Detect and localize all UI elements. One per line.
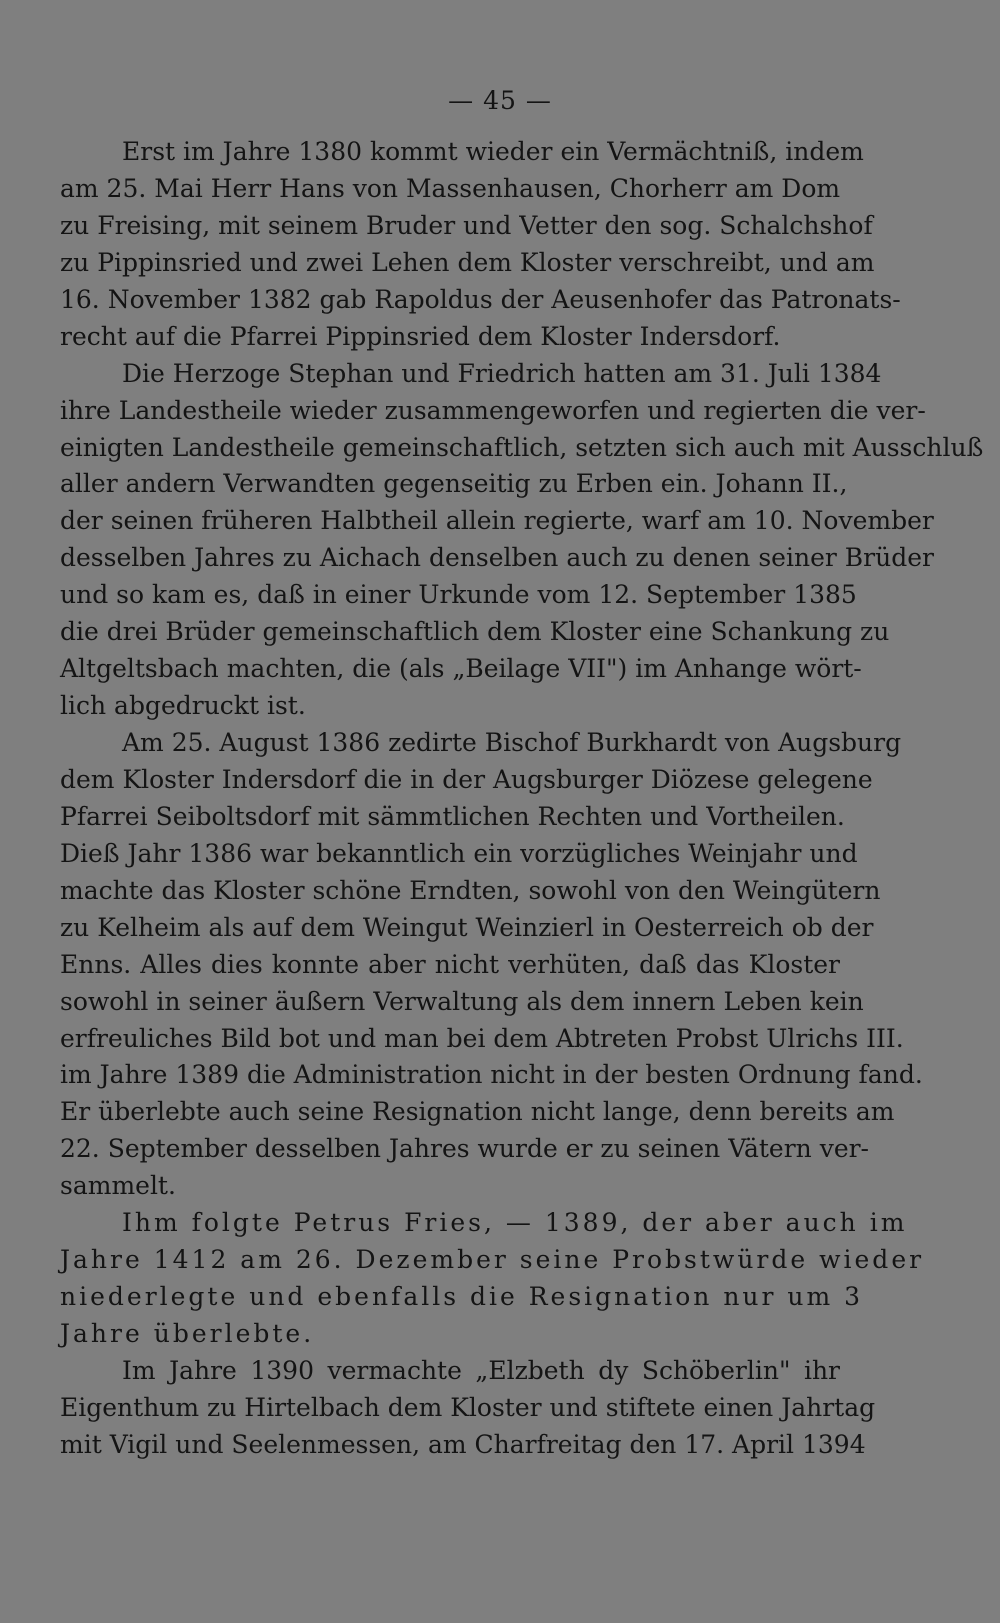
text-line: einigten Landestheile gemeinschaftlich, setzten sich auch mit Ausschluß bbox=[60, 432, 984, 462]
text-line: der seinen früheren Halbtheil allein regierte, warf am 10. November bbox=[60, 506, 934, 536]
text-line: Jahre 1412 am 26. Dezember seine Probstwürde wieder bbox=[60, 1245, 925, 1275]
text-line: Altgeltsbach machten, die (als „Beilage VII") im Anhange wört- bbox=[60, 654, 862, 684]
text-line: Pfarrei Seiboltsdorf mit sämmtlichen Rechten und Vortheilen. bbox=[60, 801, 845, 831]
text-line: Jahre überlebte. bbox=[60, 1319, 315, 1348]
text-line: zu Freising, mit seinem Bruder und Vetter den sog. Schalchshof bbox=[60, 210, 873, 240]
text-line: dem Kloster Indersdorf die in der Augsburger Diözese gelegene bbox=[60, 764, 873, 794]
text-line: zu Pippinsried und zwei Lehen dem Kloster verschreibt, und am bbox=[60, 247, 875, 277]
text-line: im Jahre 1389 die Administration nicht in der besten Ordnung fand. bbox=[60, 1060, 923, 1090]
text-line: desselben Jahres zu Aichach denselben auch zu denen seiner Brüder bbox=[60, 543, 934, 573]
text-line: Enns. Alles dies konnte aber nicht verhüten, daß das Kloster bbox=[60, 949, 840, 979]
text-line: und so kam es, daß in einer Urkunde vom 12. September 1385 bbox=[60, 580, 857, 610]
text-line: niederlegte und ebenfalls die Resignation nur um 3 bbox=[60, 1282, 864, 1312]
text-line: Die Herzoge Stephan und Friedrich hatten am 31. Juli 1384 bbox=[122, 358, 882, 388]
text-line: die drei Brüder gemeinschaftlich dem Kloster eine Schankung zu bbox=[60, 617, 890, 647]
text-line: sammelt. bbox=[60, 1171, 176, 1201]
text-line: 16. November 1382 gab Rapoldus der Aeusenhofer das Patronats- bbox=[60, 284, 901, 314]
text-line: zu Kelheim als auf dem Weingut Weinzierl in Oesterreich ob der bbox=[60, 912, 874, 942]
text-line: aller andern Verwandten gegenseitig zu Erben ein. Johann II., bbox=[60, 469, 848, 499]
text-line: Erst im Jahre 1380 kommt wieder ein Vermächtniß, indem bbox=[122, 137, 864, 166]
text-line: Dieß Jahr 1386 war bekanntlich ein vorzügliches Weinjahr und bbox=[60, 838, 858, 868]
text-line: am 25. Mai Herr Hans von Massenhausen, Chorherr am Dom bbox=[60, 173, 841, 203]
text-line: Eigenthum zu Hirtelbach dem Kloster und stiftete einen Jahrtag bbox=[60, 1392, 876, 1422]
text-line: recht auf die Pfarrei Pippinsried dem Kloster Indersdorf. bbox=[60, 321, 781, 351]
text-line: Im Jahre 1390 vermachte „Elzbeth dy Schöberlin" ihr bbox=[122, 1355, 840, 1385]
text-line: sowohl in seiner äußern Verwaltung als dem innern Leben kein bbox=[60, 986, 864, 1016]
text-line: 22. September desselben Jahres wurde er zu seinen Vätern ver- bbox=[60, 1134, 870, 1164]
text-line: Am 25. August 1386 zedirte Bischof Burkhardt von Augsburg bbox=[122, 728, 902, 757]
text-line: erfreuliches Bild bot und man bei dem Abtreten Probst Ulrichs III. bbox=[60, 1023, 904, 1053]
text-line: machte das Kloster schöne Erndten, sowohl von den Weingütern bbox=[60, 875, 881, 905]
text-line: Er überlebte auch seine Resignation nicht lange, denn bereits am bbox=[60, 1097, 895, 1127]
text-line: lich abgedruckt ist. bbox=[60, 691, 306, 721]
text-line: mit Vigil und Seelenmessen, am Charfreitag den 17. April 1394 bbox=[60, 1429, 866, 1459]
page-number: — 45 — bbox=[448, 86, 552, 115]
body-text bbox=[60, 134, 984, 1464]
text-line: Ihm folgte Petrus Fries, — 1389, der aber auch im bbox=[122, 1208, 908, 1238]
text-line: ihre Landestheile wieder zusammengeworfen und regierten die ver- bbox=[60, 395, 926, 425]
